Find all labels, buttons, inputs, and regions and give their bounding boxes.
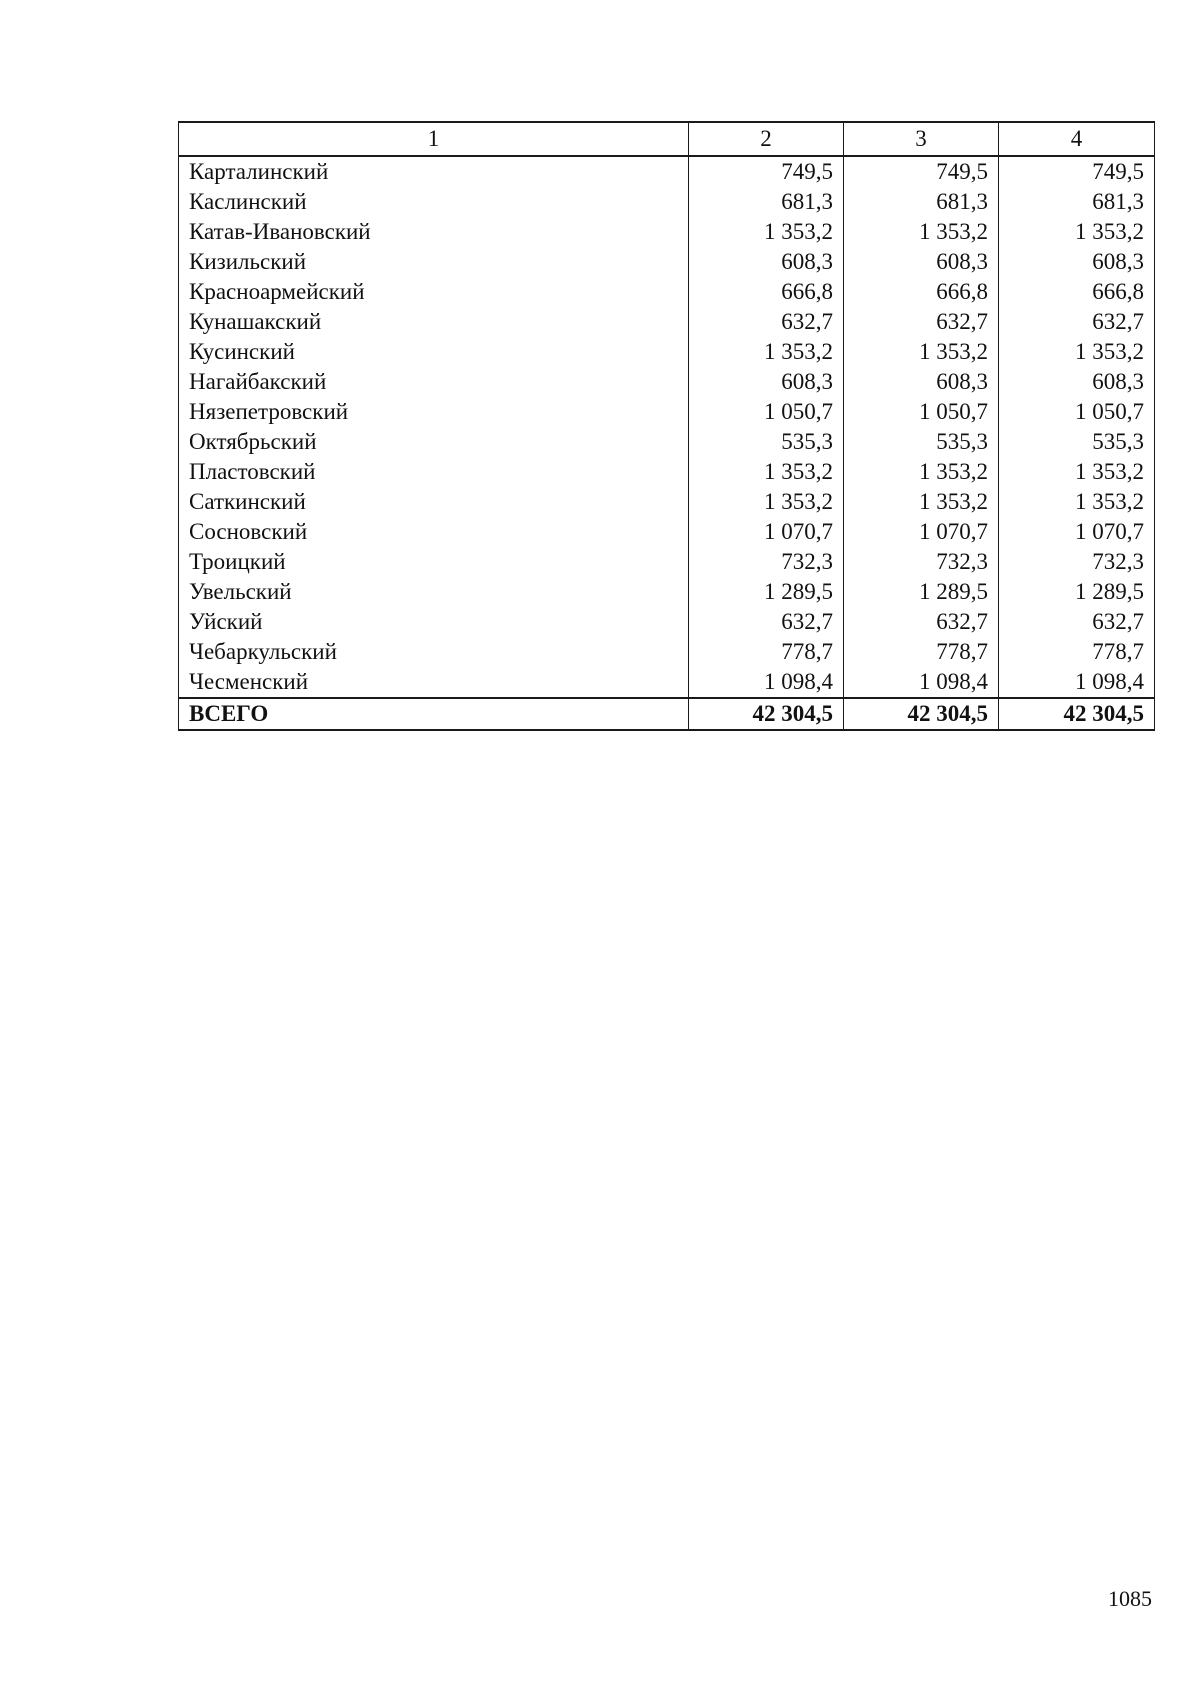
- value-cell: 1 353,2: [844, 217, 999, 247]
- district-name: Саткинский: [179, 487, 689, 517]
- district-name: Октябрьский: [179, 427, 689, 457]
- district-name: Кизильский: [179, 247, 689, 277]
- value-cell: 1 070,7: [689, 517, 844, 547]
- district-name: Уйский: [179, 607, 689, 637]
- value-cell: 778,7: [689, 637, 844, 667]
- value-cell: 1 353,2: [689, 217, 844, 247]
- total-value-cell: 42 304,5: [844, 698, 999, 730]
- value-cell: 1 050,7: [844, 397, 999, 427]
- value-cell: 632,7: [844, 607, 999, 637]
- value-cell: 778,7: [844, 637, 999, 667]
- total-value-cell: 42 304,5: [999, 698, 1155, 730]
- value-cell: 535,3: [999, 427, 1155, 457]
- value-cell: 535,3: [689, 427, 844, 457]
- table-row: [179, 667, 1155, 698]
- value-cell: 1 353,2: [999, 217, 1155, 247]
- column-header: 4: [999, 122, 1155, 156]
- district-name: Пластовский: [179, 457, 689, 487]
- value-cell: 732,3: [844, 547, 999, 577]
- column-header: 3: [844, 122, 999, 156]
- value-cell: 749,5: [689, 156, 844, 187]
- value-cell: 1 070,7: [844, 517, 999, 547]
- value-cell: 535,3: [844, 427, 999, 457]
- district-name: Кусинский: [179, 337, 689, 367]
- table-row: [179, 547, 1155, 577]
- district-name: Сосновский: [179, 517, 689, 547]
- page-number: 1085: [1108, 1586, 1152, 1611]
- table-row: [179, 156, 1155, 187]
- value-cell: 778,7: [999, 637, 1155, 667]
- table-row: [179, 307, 1155, 337]
- table-row: [179, 577, 1155, 607]
- district-name: Увельский: [179, 577, 689, 607]
- table-row: [179, 217, 1155, 247]
- value-cell: 1 098,4: [999, 667, 1155, 698]
- value-cell: 608,3: [689, 247, 844, 277]
- table-row: [179, 397, 1155, 427]
- value-cell: 1 353,2: [999, 337, 1155, 367]
- value-cell: 732,3: [999, 547, 1155, 577]
- district-name: Троицкий: [179, 547, 689, 577]
- value-cell: 666,8: [999, 277, 1155, 307]
- value-cell: 1 353,2: [689, 337, 844, 367]
- value-cell: 681,3: [844, 187, 999, 217]
- table-row: [179, 277, 1155, 307]
- table-row: [179, 457, 1155, 487]
- district-name: Кунашакский: [179, 307, 689, 337]
- value-cell: 608,3: [999, 247, 1155, 277]
- total-row: [179, 698, 1155, 730]
- value-cell: 1 353,2: [999, 457, 1155, 487]
- district-name: Нагайбакский: [179, 367, 689, 397]
- value-cell: 681,3: [999, 187, 1155, 217]
- district-name: Красноармейский: [179, 277, 689, 307]
- value-cell: 632,7: [999, 307, 1155, 337]
- value-cell: 632,7: [689, 607, 844, 637]
- district-name: Карталинский: [179, 156, 689, 187]
- district-name: Чебаркульский: [179, 637, 689, 667]
- table-row: [179, 487, 1155, 517]
- table-row: [179, 187, 1155, 217]
- value-cell: 732,3: [689, 547, 844, 577]
- value-cell: 749,5: [999, 156, 1155, 187]
- column-header: 2: [689, 122, 844, 156]
- value-cell: 1 353,2: [689, 487, 844, 517]
- table-row: [179, 517, 1155, 547]
- district-name: Чесменский: [179, 667, 689, 698]
- table-row: [179, 607, 1155, 637]
- value-cell: 1 289,5: [689, 577, 844, 607]
- value-cell: 1 289,5: [999, 577, 1155, 607]
- table-row: [179, 427, 1155, 457]
- district-name: Каслинский: [179, 187, 689, 217]
- header-row: [179, 122, 1155, 156]
- value-cell: 1 070,7: [999, 517, 1155, 547]
- value-cell: 1 050,7: [689, 397, 844, 427]
- value-cell: 1 353,2: [999, 487, 1155, 517]
- value-cell: 608,3: [999, 367, 1155, 397]
- value-cell: 608,3: [844, 247, 999, 277]
- table-row: [179, 247, 1155, 277]
- value-cell: 608,3: [689, 367, 844, 397]
- district-name: Катав-Ивановский: [179, 217, 689, 247]
- total-label: ВСЕГО: [179, 698, 689, 730]
- value-cell: 666,8: [689, 277, 844, 307]
- value-cell: 1 353,2: [844, 457, 999, 487]
- total-value-cell: 42 304,5: [689, 698, 844, 730]
- value-cell: 666,8: [844, 277, 999, 307]
- value-cell: 1 098,4: [844, 667, 999, 698]
- value-cell: 1 353,2: [844, 487, 999, 517]
- table-row: [179, 367, 1155, 397]
- value-cell: 1 289,5: [844, 577, 999, 607]
- value-cell: 632,7: [999, 607, 1155, 637]
- table-body: [179, 156, 1155, 730]
- table-row: [179, 637, 1155, 667]
- value-cell: 1 353,2: [844, 337, 999, 367]
- value-cell: 749,5: [844, 156, 999, 187]
- table-row: [179, 337, 1155, 367]
- allocation-table: [178, 121, 1155, 731]
- value-cell: 1 050,7: [999, 397, 1155, 427]
- value-cell: 608,3: [844, 367, 999, 397]
- column-header: 1: [179, 122, 689, 156]
- district-name: Нязепетровский: [179, 397, 689, 427]
- value-cell: 1 353,2: [689, 457, 844, 487]
- value-cell: 1 098,4: [689, 667, 844, 698]
- value-cell: 632,7: [689, 307, 844, 337]
- value-cell: 681,3: [689, 187, 844, 217]
- value-cell: 632,7: [844, 307, 999, 337]
